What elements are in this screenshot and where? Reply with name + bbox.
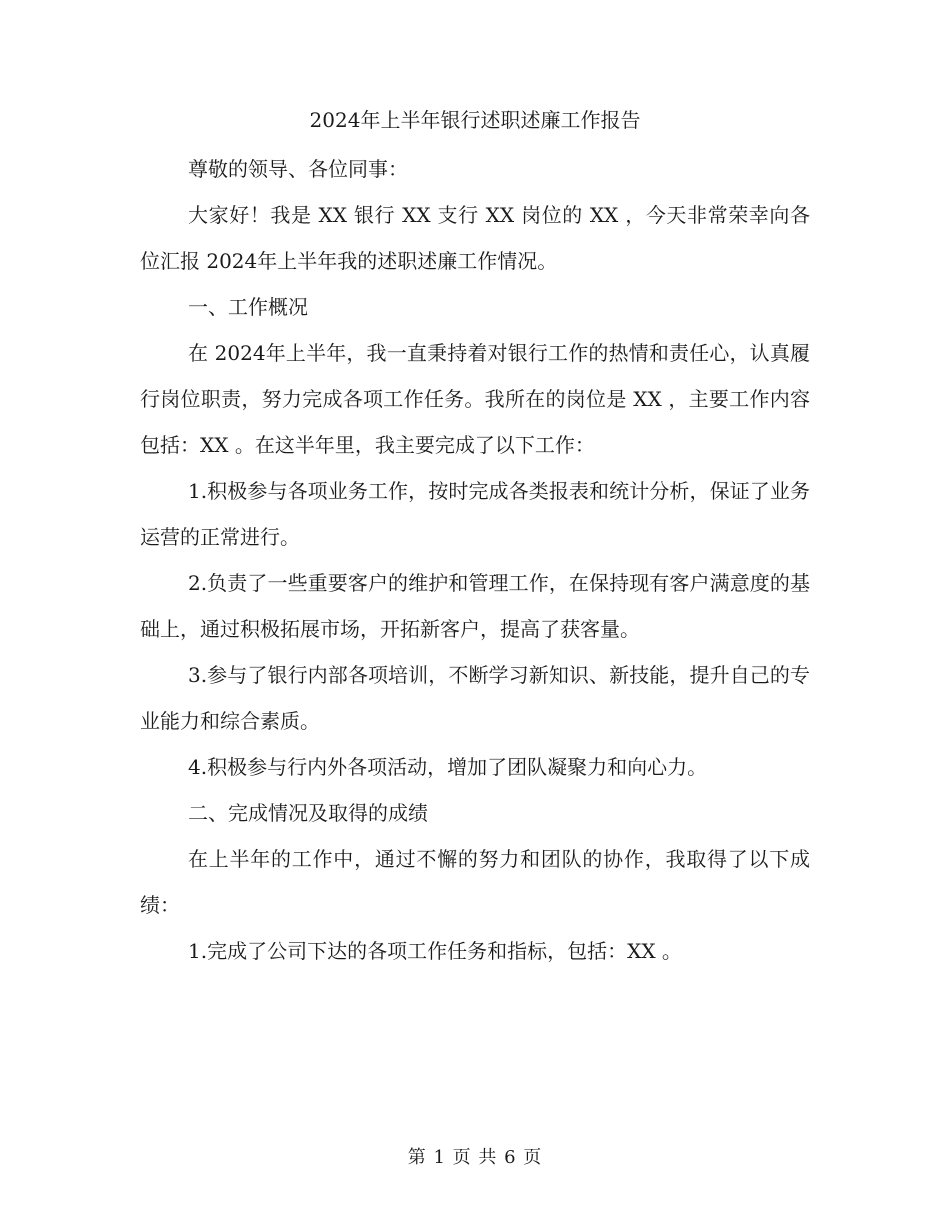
paragraph-achievements: 在上半年的工作中，通过不懈的努力和团队的协作，我取得了以下成绩： [140,847,810,917]
list-item-4: 4.积极参与行内外各项活动，增加了团队凝聚力和向心力。 [188,755,708,779]
section-heading-overview: 一、工作概况 [188,295,308,319]
achievement-item-1: 1.完成了公司下达的各项工作任务和指标，包括：XX 。 [188,939,682,963]
section-heading-achievements: 二、完成情况及取得的成绩 [188,801,428,825]
list-item-3: 3.参与了银行内部各项培训，不断学习新知识、新技能，提升自己的专业能力和综合素质。 [140,663,810,733]
page-number-footer: 第 1 页 共 6 页 [407,1147,543,1168]
document-title: 2024年上半年银行述职述廉工作报告 [309,108,641,132]
paragraph-salutation: 尊敬的领导、各位同事： [188,157,408,181]
document-body [140,100,810,974]
paragraph-overview: 在 2024年上半年，我一直秉持着对银行工作的热情和责任心，认真履行岗位职责，努力完成各项工作任务。我所在的岗位是 XX ，主要工作内容包括：XX 。在这半年里，我主要完成了以下工作： [140,341,810,457]
list-item-2: 2.负责了一些重要客户的维护和管理工作，在保持现有客户满意度的基础上，通过积极拓展市场，开拓新客户，提高了获客量。 [140,571,810,641]
paragraph-greeting: 大家好！我是 XX 银行 XX 支行 XX 岗位的 XX ，今天非常荣幸向各位汇报 2024年上半年我的述职述廉工作情况。 [140,203,810,273]
list-item-1: 1.积极参与各项业务工作，按时完成各类报表和统计分析，保证了业务运营的正常进行。 [140,479,810,549]
